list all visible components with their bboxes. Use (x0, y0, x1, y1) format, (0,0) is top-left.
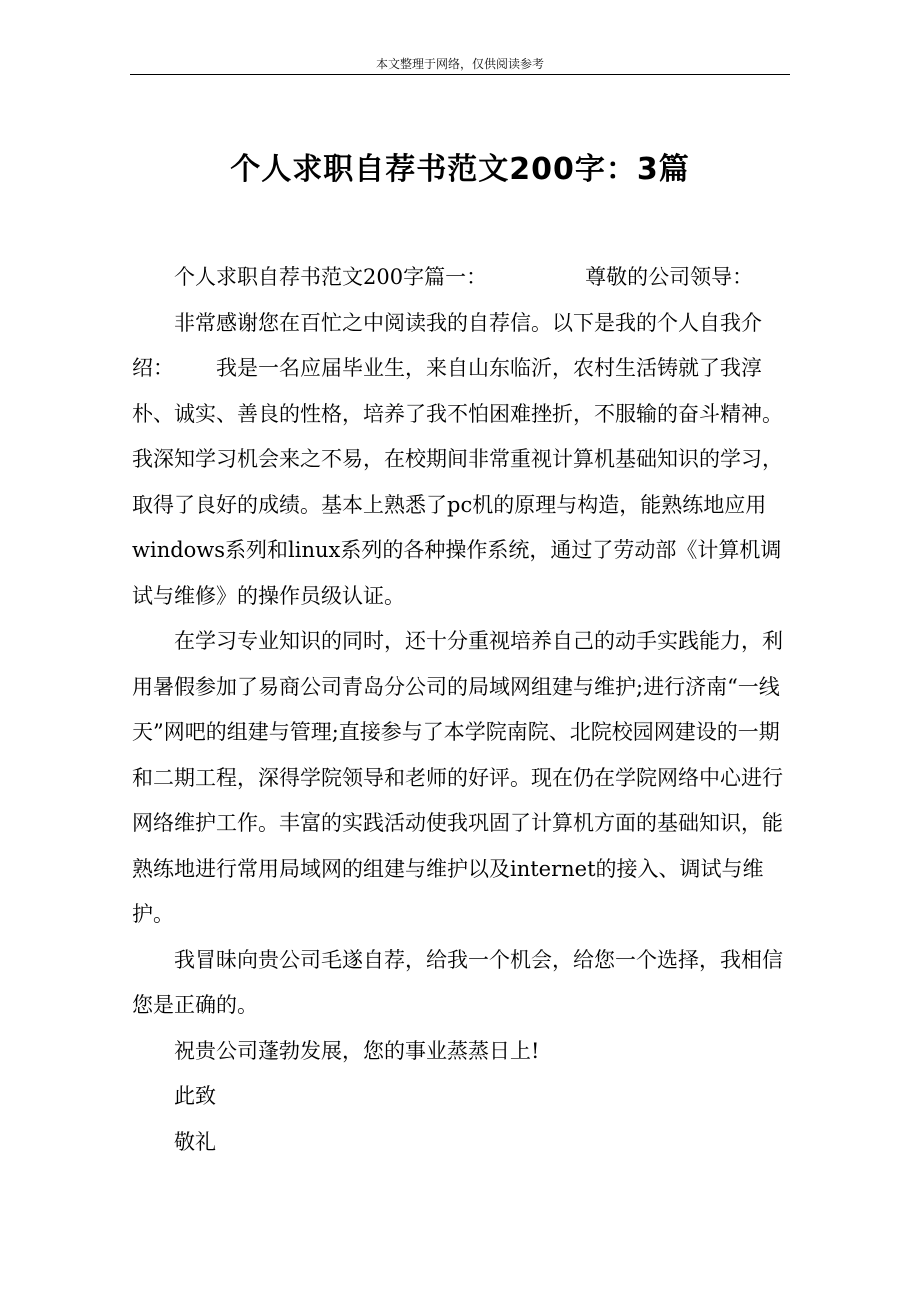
paragraph-wishes: 祝贵公司蓬勃发展，您的事业蒸蒸日上! (174, 1038, 540, 1063)
closing-line-2: 敬礼 (174, 1129, 216, 1154)
document-body (132, 255, 796, 1165)
paragraph-self-intro-body: 我是一名应届毕业生，来自山东临沂，农村生活铸就了我淳朴、诚实、善良的性格，培养了我不怕困难挫折，不服输的奋斗精神。我深知学习机会来之不易，在校期间非常重视计算机基础知识的学习，取得了良好的成绩。基本上熟悉了pc机的原理与构造，能熟练地应用windows系列和linux系列的各种操作系统，通过了劳动部《计算机调试与维修》的操作员级认证。 (132, 356, 783, 608)
intro-line (132, 255, 796, 301)
paragraph-self-intro-lead: 非常感谢您在百忙之中阅读我的自荐信。以下是我的个人自我介绍： (132, 310, 762, 380)
intro-label: 个人求职自荐书范文200字篇一： (174, 265, 488, 289)
page-header-note: 本文整理于网络，仅供阅读参考 (375, 57, 544, 71)
closing-line-1: 此致 (174, 1084, 216, 1108)
header-divider (130, 74, 790, 75)
paragraph-practice: 在学习专业知识的同时，还十分重视培养自己的动手实践能力，利用暑假参加了易商公司青岛分公司的局域网组建与维护;进行济南“一线天”网吧的组建与管理;直接参与了本学院南院、北院校园网建设的一期和二期工程，深得学院领导和老师的好评。现在仍在学院网络中心进行网络维护工作。丰富的实践活动使我巩固了计算机方面的基础知识，能熟练地进行常用局域网的组建与维护以及internet的接入、调试与维护。 (132, 629, 783, 926)
document-title: 个人求职自荐书范文200字：3篇 (230, 152, 690, 187)
paragraph-self-intro (132, 301, 796, 620)
salutation: 尊敬的公司领导： (585, 265, 754, 289)
paragraph-request: 我冒昧向贵公司毛遂自荐，给我一个机会，给您一个选择，我相信您是正确的。 (132, 947, 783, 1017)
